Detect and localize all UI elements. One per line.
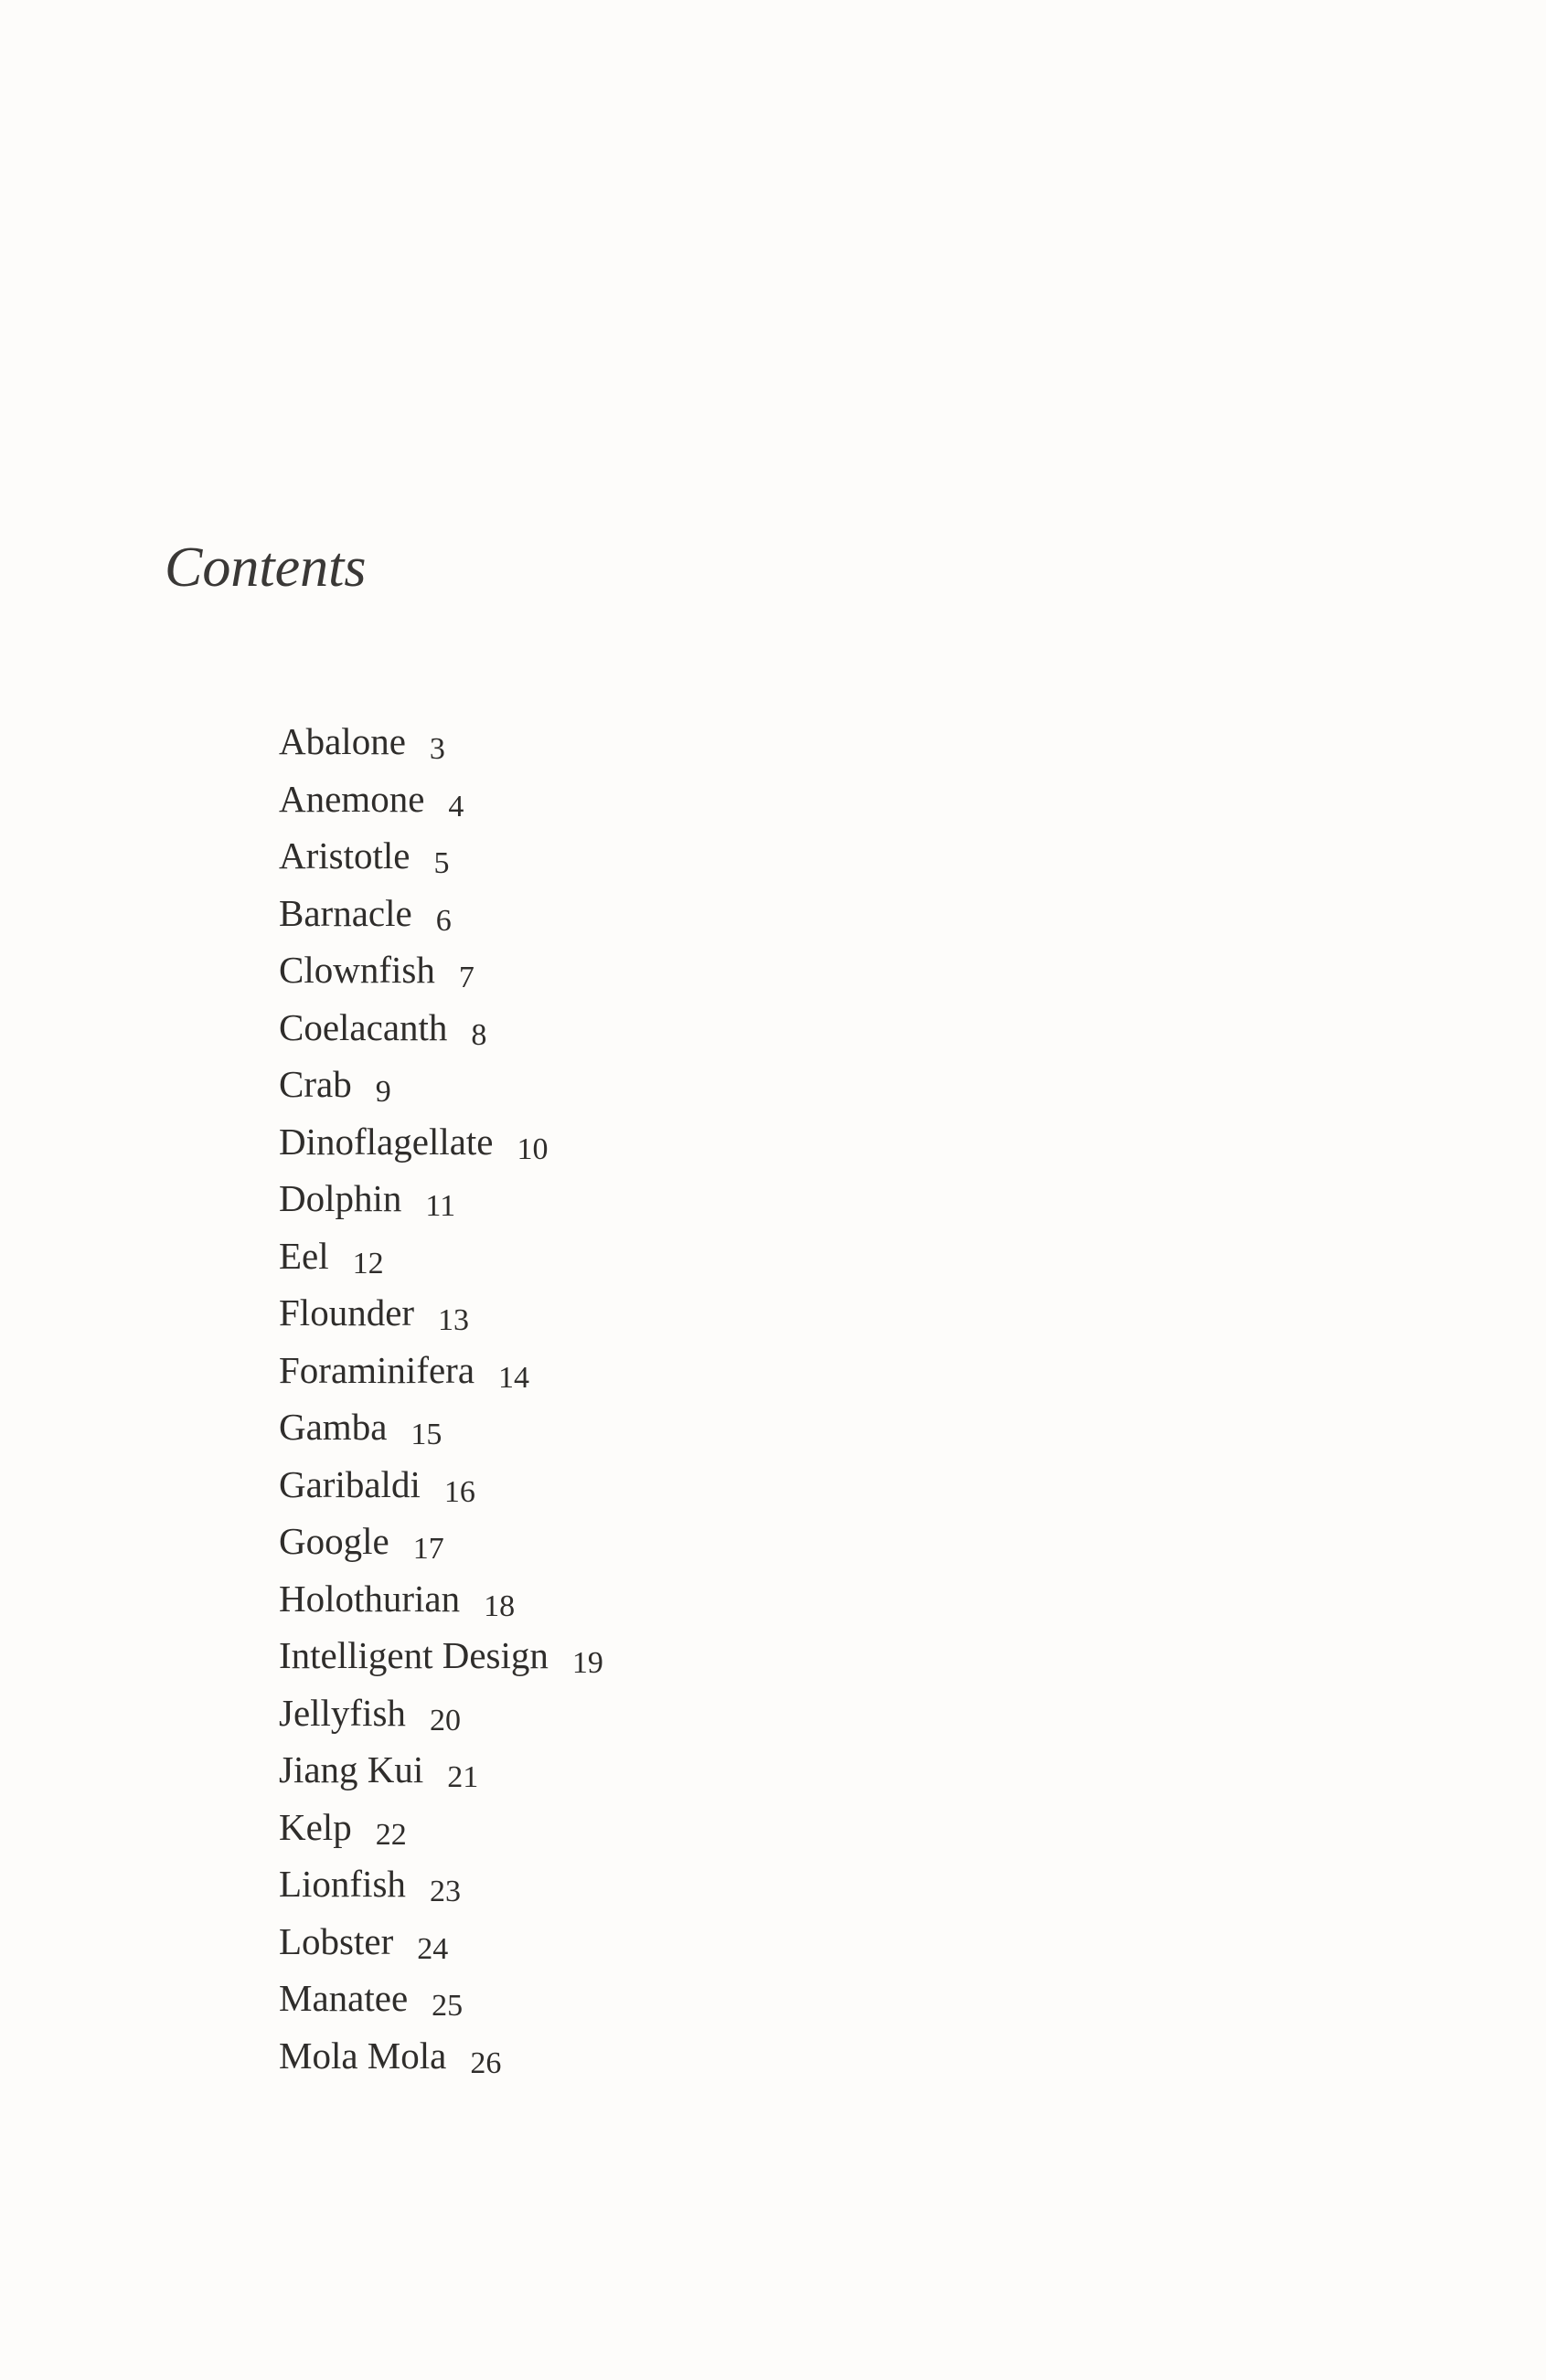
table-of-contents xyxy=(279,713,603,2084)
toc-entry-page-number: 15 xyxy=(410,1418,442,1451)
toc-entry-page-number: 5 xyxy=(433,846,450,880)
toc-entry-page-number: 24 xyxy=(417,1931,449,1966)
toc-entry-page-number: 13 xyxy=(438,1303,470,1337)
toc-entry-name: Jiang Kui xyxy=(279,1748,424,1790)
toc-entry xyxy=(279,2027,603,2085)
toc-entry-page-number: 21 xyxy=(447,1760,479,1794)
toc-entry-page-number: 9 xyxy=(375,1075,391,1109)
toc-entry-name: Coelacanth xyxy=(279,1005,448,1048)
toc-entry-name: Mola Mola xyxy=(279,2034,447,2077)
toc-entry-name: Aristotle xyxy=(279,834,410,877)
toc-entry-name: Anemone xyxy=(279,777,425,820)
page-title: Contents xyxy=(165,537,367,599)
toc-entry-name: Google xyxy=(279,1520,389,1562)
toc-entry xyxy=(279,1913,603,1971)
toc-entry-page-number: 10 xyxy=(517,1132,549,1166)
toc-entry xyxy=(279,1227,603,1285)
toc-entry-page-number: 4 xyxy=(448,789,464,823)
toc-entry-page-number: 3 xyxy=(429,732,445,766)
toc-entry xyxy=(279,1855,603,1913)
toc-entry-page-number: 7 xyxy=(458,961,474,994)
toc-entry-page-number: 11 xyxy=(425,1189,456,1223)
toc-entry xyxy=(279,1627,603,1684)
toc-entry-name: Dinoflagellate xyxy=(279,1120,494,1163)
toc-entry xyxy=(279,1398,603,1456)
toc-entry-page-number: 12 xyxy=(352,1246,384,1280)
toc-entry-page-number: 19 xyxy=(571,1646,603,1680)
toc-entry xyxy=(279,1570,603,1628)
toc-entry xyxy=(279,1513,603,1570)
toc-entry-name: Foraminifera xyxy=(279,1348,475,1391)
toc-entry xyxy=(279,827,603,885)
toc-entry xyxy=(279,1456,603,1514)
toc-entry-name: Garibaldi xyxy=(279,1462,421,1505)
toc-entry xyxy=(279,1284,603,1342)
toc-entry xyxy=(279,999,603,1057)
toc-entry-name: Holothurian xyxy=(279,1577,461,1620)
toc-entry xyxy=(279,1056,603,1113)
toc-entry-name: Abalone xyxy=(279,720,406,762)
toc-entry-name: Dolphin xyxy=(279,1177,402,1219)
toc-entry-page-number: 14 xyxy=(498,1360,530,1395)
toc-entry xyxy=(279,1799,603,1856)
toc-entry xyxy=(279,885,603,942)
toc-entry xyxy=(279,1342,603,1399)
toc-entry-page-number: 18 xyxy=(484,1588,516,1623)
toc-entry-name: Jellyfish xyxy=(279,1691,406,1734)
toc-entry-page-number: 23 xyxy=(429,1875,461,1908)
toc-entry-name: Clownfish xyxy=(279,949,435,991)
toc-entry-page-number: 25 xyxy=(432,1989,464,2023)
toc-entry-name: Crab xyxy=(279,1063,352,1105)
toc-entry-page-number: 22 xyxy=(375,1817,407,1852)
toc-entry-name: Manatee xyxy=(279,1977,409,2019)
toc-entry xyxy=(279,770,603,828)
toc-entry-page-number: 16 xyxy=(443,1474,475,1509)
toc-entry xyxy=(279,1113,603,1171)
toc-entry xyxy=(279,1684,603,1742)
toc-entry-name: Lobster xyxy=(279,1919,394,1962)
toc-entry xyxy=(279,941,603,999)
toc-entry-page-number: 20 xyxy=(429,1703,461,1737)
toc-entry-name: Eel xyxy=(279,1234,329,1277)
toc-entry xyxy=(279,1170,603,1227)
toc-entry-name: Barnacle xyxy=(279,891,412,934)
toc-entry-page-number: 17 xyxy=(412,1532,444,1566)
toc-entry-page-number: 8 xyxy=(471,1017,487,1052)
toc-entry-page-number: 6 xyxy=(435,903,452,938)
toc-entry-name: Kelp xyxy=(279,1805,352,1848)
toc-entry xyxy=(279,713,603,770)
toc-entry-name: Flounder xyxy=(279,1291,415,1333)
toc-entry-name: Gamba xyxy=(279,1406,388,1448)
toc-entry-page-number: 26 xyxy=(470,2045,502,2080)
toc-entry xyxy=(279,1741,603,1799)
toc-entry-name: Intelligent Design xyxy=(279,1634,549,1676)
toc-entry xyxy=(279,1970,603,2027)
toc-entry-name: Lionfish xyxy=(279,1863,406,1905)
